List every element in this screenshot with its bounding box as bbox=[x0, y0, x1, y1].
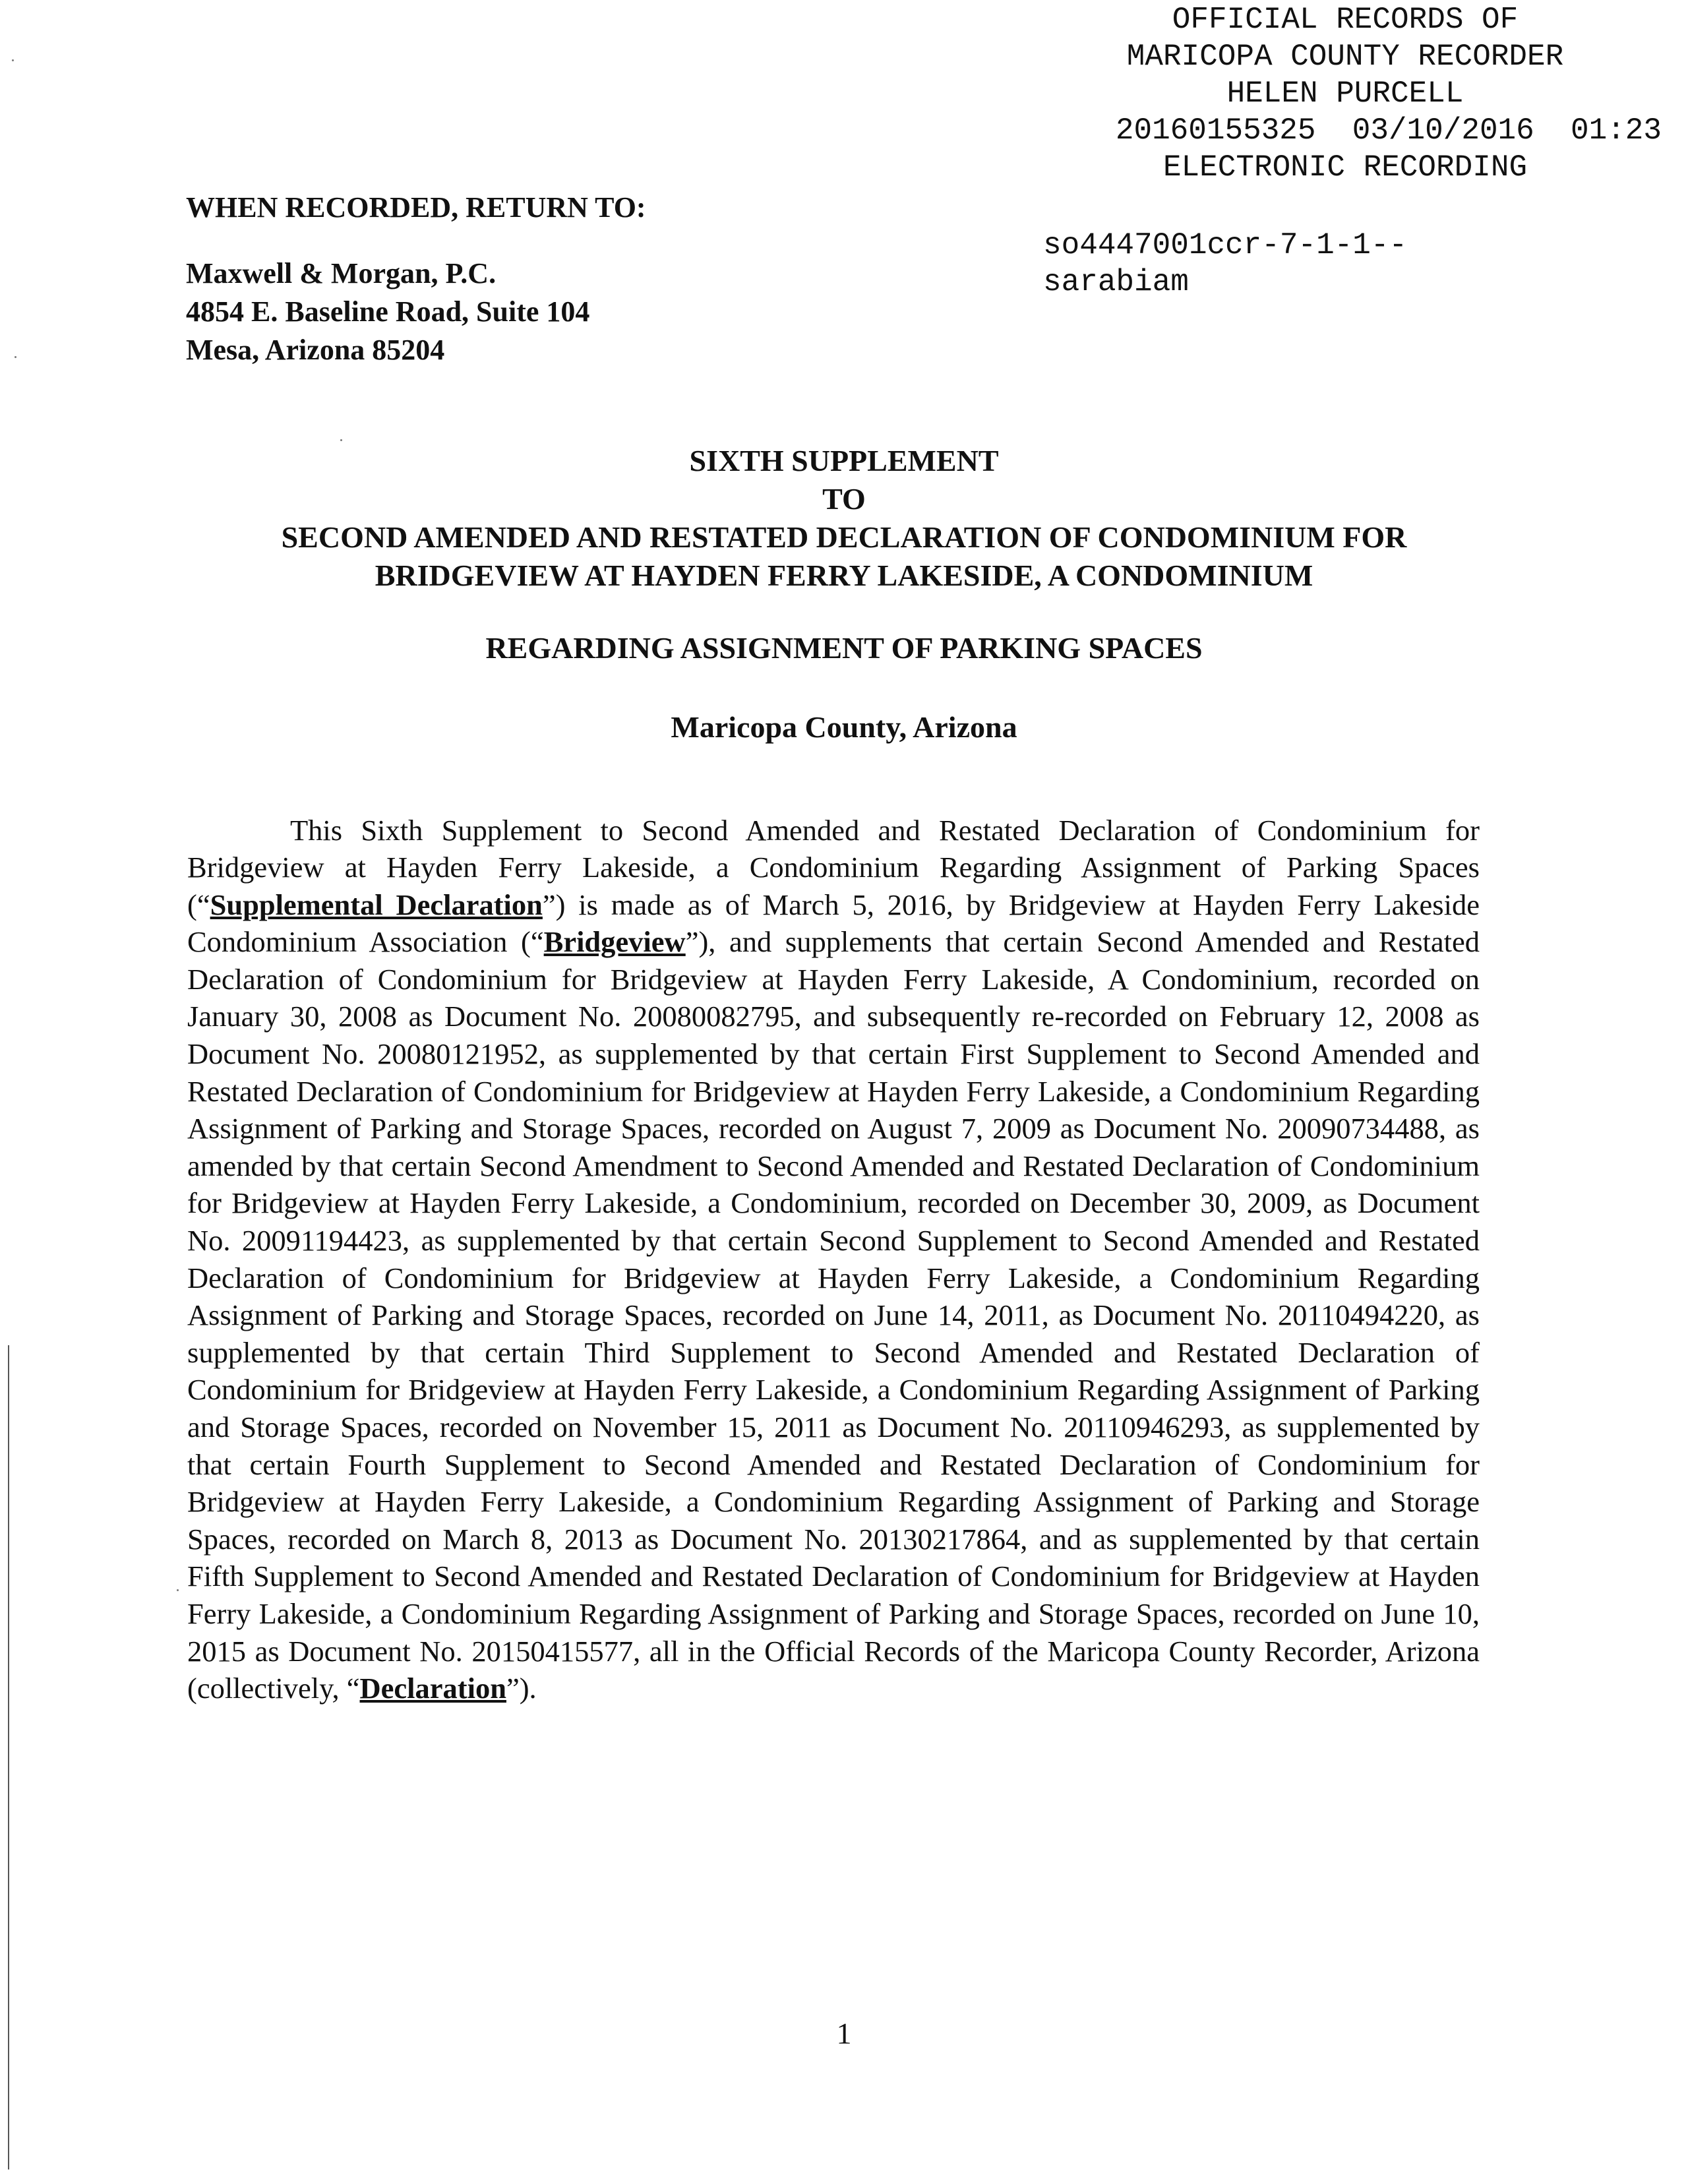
body-paragraph bbox=[187, 812, 1480, 1707]
title-line-3: SECOND AMENDED AND RESTATED DECLARATION OF CONDOMINIUM FOR bbox=[281, 520, 1407, 554]
defined-term-supplemental-declaration: Supplemental Declaration bbox=[210, 888, 543, 921]
scan-speck bbox=[12, 59, 14, 61]
scan-speck bbox=[177, 1589, 179, 1591]
body-text-part-2: ”) is made as of March 5, 2016, by Bridgeview at Hayden Ferry Lakeside Condominium Association (“ bbox=[187, 888, 1480, 959]
title-line-2: TO bbox=[822, 482, 866, 516]
scan-margin-line bbox=[8, 1345, 9, 2169]
recording-id-line1: so4447001ccr-7-1-1-- bbox=[1043, 228, 1408, 262]
page-number: 1 bbox=[836, 2017, 852, 2050]
return-address bbox=[186, 255, 589, 369]
title-line-1: SIXTH SUPPLEMENT bbox=[689, 444, 999, 477]
stamp-line-electronic-recording: ELECTRONIC RECORDING bbox=[1162, 150, 1528, 185]
stamp-line-recorder: MARICOPA COUNTY RECORDER bbox=[1126, 40, 1564, 74]
document-subtitle: REGARDING ASSIGNMENT OF PARKING SPACES bbox=[485, 631, 1203, 665]
stamp-line-document-number: 20160155325 03/10/2016 01:23 bbox=[1115, 113, 1662, 148]
defined-term-declaration: Declaration bbox=[359, 1672, 506, 1705]
return-address-street: 4854 E. Baseline Road, Suite 104 bbox=[186, 295, 590, 328]
scan-speck bbox=[15, 356, 16, 358]
return-address-city: Mesa, Arizona 85204 bbox=[186, 334, 445, 366]
title-line-4: BRIDGEVIEW AT HAYDEN FERRY LAKESIDE, A CONDOMINIUM bbox=[375, 559, 1313, 592]
defined-term-bridgeview: Bridgeview bbox=[543, 925, 686, 959]
return-to-heading: WHEN RECORDED, RETURN TO: bbox=[186, 191, 646, 224]
body-text-part-1: This Sixth Supplement to Second Amended and Restated Declaration of Condominium for Bridgeview at Hayden Ferry Lakeside, a Condominium Regarding Assignment of Parking Spaces (“ bbox=[187, 813, 1480, 921]
recording-stamp bbox=[1029, 1, 1662, 186]
county-line: Maricopa County, Arizona bbox=[671, 710, 1017, 744]
document-title bbox=[132, 442, 1556, 595]
stamp-line-recorder-name: HELEN PURCELL bbox=[1226, 76, 1464, 111]
stamp-line-official-records: OFFICIAL RECORDS OF bbox=[1172, 3, 1519, 37]
recording-id-line2: sarabiam bbox=[1043, 265, 1189, 299]
return-address-name: Maxwell & Morgan, P.C. bbox=[186, 257, 497, 289]
body-text-part-3: ”), and supplements that certain Second Amended and Restated Declaration of Condominium for Bridgeview at Hayden Ferry Lakeside, A Condominium, recorded on January 30, 2008 as Document No. 20080082795, and subsequently re-recorded on February 12, 2008 as Document No. 20080121952, as supplemented by that certain First Supplement to Second Amended and Restated Declaration of Condominium for Bridgeview at Hayden Ferry Lakeside, a Condominium Regarding Assignment of Parking and Storage Spaces, recorded on August 7, 2009 as Document No. 20090734488, as amended by that certain Second Amendment to Second Amended and Restated Declaration of Condominium for Bridgeview at Hayden Ferry Lakeside, a Condominium, recorded on December 30, 2009, as Document No. 20091194423, as supplemented by that certain Second Supplement to Second Amended and Restated Declaration of Condominium for Bridgeview at Hayden Ferry Lakeside, a Condominium Regarding Assignment of Parking and Storage Spaces, recorded on June 14, 2011, as Document No. 20110494220, as supplemented by that certain Third Supplement to Second Amended and Restated Declaration of Condominium for Bridgeview at Hayden Ferry Lakeside, a Condominium Regarding Assignment of Parking and Storage Spaces, recorded on November 15, 2011 as Document No. 20110946293, as supplemented by that certain Fourth Supplement to Second Amended and Restated Declaration of Condominium for Bridgeview at Hayden Ferry Lakeside, a Condominium Regarding Assignment of Parking and Storage Spaces, recorded on March 8, 2013 as Document No. 20130217864, and as supplemented by that certain Fifth Supplement to Second Amended and Restated Declaration of Condominium for Bridgeview at Hayden Ferry Lakeside, a Condominium Regarding Assignment of Parking and Storage Spaces, recorded on June 10, 2015 as Document No. 20150415577, all in the Official Records of the Maricopa County Recorder, Arizona (collectively, “ bbox=[187, 925, 1480, 1705]
scan-speck bbox=[340, 439, 342, 441]
recording-id bbox=[1043, 227, 1407, 301]
body-text-part-4: ”). bbox=[506, 1672, 537, 1705]
